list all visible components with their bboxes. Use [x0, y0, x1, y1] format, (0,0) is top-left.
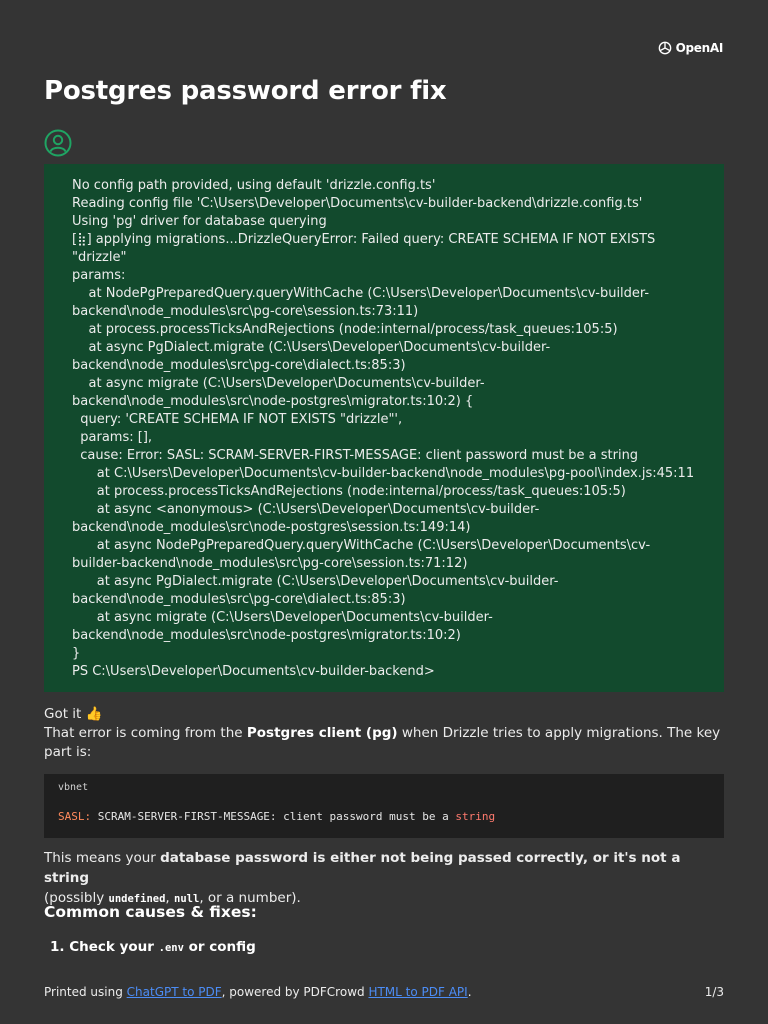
list-number: 1. — [50, 939, 65, 955]
user-message-line: backend\node_modules\src\pg-core\dialect.ts:85:3) — [72, 358, 406, 373]
user-message-line: No config path provided, using default 'drizzle.config.ts' — [72, 178, 436, 193]
openai-brand — [657, 40, 723, 56]
user-message-line: at async migrate (C:\Users\Developer\Documents\cv-builder- — [72, 610, 493, 625]
user-message-line: at process.processTicksAndRejections (node:internal/process/task_queues:105:5) — [72, 322, 618, 337]
user-message-line: backend\node_modules\src\node-postgres\migrator.ts:10:2) — [72, 628, 461, 643]
user-message-line: cause: Error: SASL: SCRAM-SERVER-FIRST-MESSAGE: client password must be a string — [72, 448, 639, 463]
user-message-line: at async PgDialect.migrate (C:\Users\Developer\Documents\cv-builder- — [72, 574, 559, 589]
footer-credits — [44, 985, 472, 999]
code-language-label: vbnet — [58, 782, 89, 793]
user-message-line: at process.processTicksAndRejections (node:internal/process/task_queues:105:5) — [72, 484, 626, 499]
meaning-paragraph — [44, 848, 724, 909]
footer-printed-using: Printed using — [44, 985, 127, 999]
user-message-line: at C:\Users\Developer\Documents\cv-builder-backend\node_modules\pg-pool\index.js:45:11 — [72, 466, 695, 481]
list-item — [50, 939, 256, 955]
openai-logo-icon — [657, 40, 673, 56]
reply-intro-text: That error is coming from the — [44, 725, 247, 741]
user-message-line: params: [], — [72, 430, 153, 445]
meaning-line2-suffix: , or a number). — [199, 890, 301, 906]
assistant-reply — [44, 705, 724, 762]
meaning-sep: , — [165, 890, 175, 906]
footer — [44, 985, 724, 999]
code-keyword: SASL: — [58, 810, 92, 823]
inline-code-undefined: undefined — [108, 893, 166, 905]
user-message-line: builder-backend\node_modules\src\pg-core\session.ts:71:12) — [72, 556, 468, 571]
brand-name: OpenAI — [675, 41, 723, 55]
reply-intro-bold: Postgres client (pg) — [246, 725, 398, 741]
footer-period: . — [467, 985, 472, 999]
meaning-line2-prefix: (possibly — [44, 890, 109, 906]
code-line — [58, 810, 495, 823]
user-message-line: query: 'CREATE SCHEMA IF NOT EXISTS "drizzle"', — [72, 412, 403, 427]
chatgpt-to-pdf-link[interactable]: ChatGPT to PDF — [126, 985, 222, 999]
user-message-line: [⣷] applying migrations...DrizzleQueryError: Failed query: CREATE SCHEMA IF NOT EXISTS — [72, 232, 656, 247]
meaning-prefix: This means your — [44, 850, 161, 866]
user-message-line: at NodePgPreparedQuery.queryWithCache (C:\Users\Developer\Documents\cv-builder- — [72, 286, 650, 301]
user-message — [44, 164, 724, 692]
list-item-suffix: or config — [183, 939, 256, 955]
user-message-line: backend\node_modules\src\node-postgres\migrator.ts:10:2) { — [72, 394, 474, 409]
user-message-line: Using 'pg' driver for database querying — [72, 214, 327, 229]
user-message-line: params: — [72, 268, 126, 283]
page-title: Postgres password error fix — [44, 76, 447, 106]
user-message-line: } — [72, 646, 81, 661]
reply-intro — [44, 724, 724, 762]
inline-code-null: null — [174, 893, 200, 905]
section-heading: Common causes & fixes: — [44, 903, 257, 921]
user-message-line: at async NodePgPreparedQuery.queryWithCache (C:\Users\Developer\Documents\cv- — [72, 538, 651, 553]
reply-greeting: Got it 👍 — [44, 706, 103, 722]
user-message-line: backend\node_modules\src\node-postgres\session.ts:149:14) — [72, 520, 471, 535]
meaning-bold: database password is either not being passed correctly, or it's not a string — [44, 850, 681, 886]
user-message-line: PS C:\Users\Developer\Documents\cv-builder-backend> — [72, 664, 435, 679]
list-item-prefix: Check your — [69, 939, 159, 955]
inline-code-env: .env — [158, 942, 184, 954]
user-message-line: at async PgDialect.migrate (C:\Users\Developer\Documents\cv-builder- — [72, 340, 551, 355]
html-to-pdf-api-link[interactable]: HTML to PDF API — [368, 985, 468, 999]
reply-intro-suffix: when Drizzle tries to apply migrations. The key part is: — [44, 725, 721, 760]
page-number: 1/3 — [704, 985, 724, 999]
user-message-line: at async migrate (C:\Users\Developer\Documents\cv-builder- — [72, 376, 485, 391]
user-message-line: backend\node_modules\src\pg-core\dialect.ts:85:3) — [72, 592, 406, 607]
user-message-line: Reading config file 'C:\Users\Developer\Documents\cv-builder-backend\drizzle.config.ts' — [72, 196, 643, 211]
user-message-line: "drizzle" — [72, 250, 127, 265]
footer-powered-by: , powered by PDFCrowd — [221, 985, 369, 999]
code-text: SCRAM-SERVER-FIRST-MESSAGE: client password must be a — [91, 810, 456, 823]
code-string-token: string — [455, 810, 496, 823]
code-block[interactable] — [44, 774, 724, 838]
user-message-line: backend\node_modules\src\pg-core\session.ts:73:11) — [72, 304, 419, 319]
user-avatar-icon — [44, 129, 72, 157]
user-message-line: at async <anonymous> (C:\Users\Developer\Documents\cv-builder- — [72, 502, 540, 517]
